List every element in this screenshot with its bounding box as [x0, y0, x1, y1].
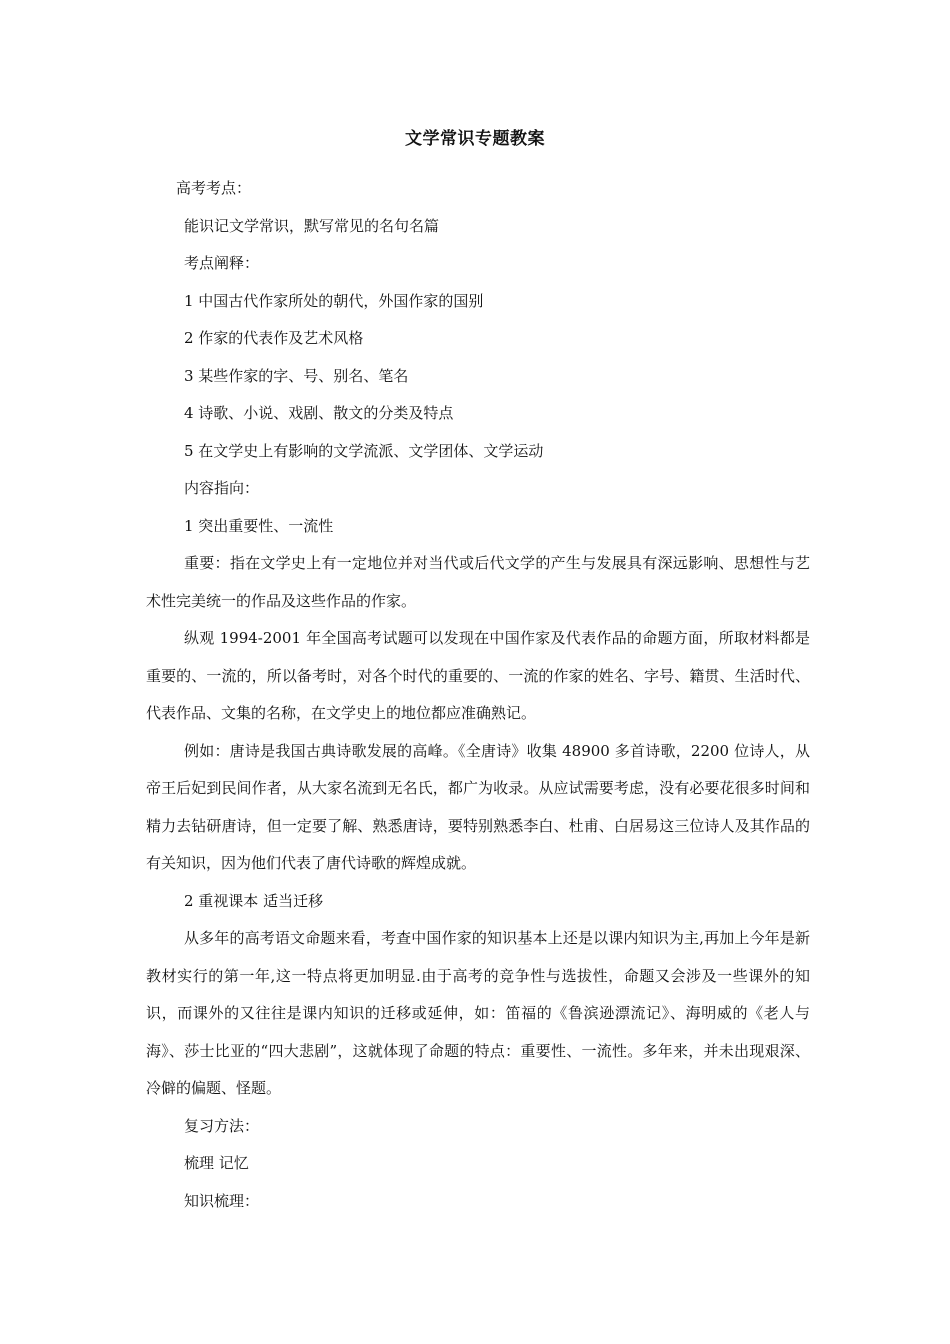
- paragraph-point-1: 1 中国古代作家所处的朝代，外国作家的国别: [184, 291, 484, 310]
- paragraph-point-4: 4 诗歌、小说、戏剧、散文的分类及特点: [184, 404, 454, 422]
- paragraph-exam-requirement: 能识记文学常识，默写常见的名句名篇: [184, 216, 440, 235]
- paragraph-point-3: 3 某些作家的字、号、别名、笔名: [184, 366, 409, 385]
- document-body: [146, 170, 810, 1220]
- paragraph-knowledge-heading: 知识梳理：: [184, 1191, 260, 1210]
- paragraph-exam-points-heading: 高考考点：: [176, 179, 252, 197]
- paragraph-explanation-heading: 考点阐释：: [184, 254, 260, 272]
- paragraph-importance: 重要：指在文学史上有一定地位并对当代或后代文学的产生与发展具有深远影响、思想性与艺术性完美统一的作品及这些作品的作家。: [146, 554, 810, 610]
- paragraph-section-1-heading: 1 突出重要性、一流性: [184, 516, 334, 535]
- paragraph-point-5: 5 在文学史上有影响的文学流派、文学团体、文学运动: [184, 441, 544, 460]
- paragraph-overview: 纵观 1994-2001 年全国高考试题可以发现在中国作家及代表作品的命题方面，所取材料都是重要的、一流的，所以备考时，对各个时代的重要的、一流的作家的姓名、字号、籍贯、生活时代、代表作品、文集的名称，在文学史上的地位都应准确熟记。: [146, 629, 810, 722]
- paragraph-content-heading: 内容指向：: [184, 479, 260, 497]
- paragraph-example: 例如：唐诗是我国古典诗歌发展的高峰。《全唐诗》收集 48900 多首诗歌，2200 位诗人，从帝王后妃到民间作者，从大家名流到无名氏，都广为收录。从应试需要考虑，没有必要花很多时间和精力去钻研唐诗，但一定要了解、熟悉唐诗，要特别熟悉李白、杜甫、白居易这三位诗人及其作品的有关知识，因为他们代表了唐代诗歌的辉煌成就。: [146, 741, 810, 872]
- paragraph-section-2-heading: 2 重视课本 适当迁移: [184, 891, 324, 910]
- paragraph-review-heading: 复习方法：: [184, 1116, 260, 1135]
- document-title: 文学常识专题教案: [405, 129, 545, 149]
- paragraph-point-2: 2 作家的代表作及艺术风格: [184, 329, 364, 347]
- paragraph-review-method: 梳理 记忆: [184, 1154, 249, 1172]
- paragraph-textbook: 从多年的高考语文命题来看，考查中国作家的知识基本上还是以课内知识为主,再加上今年是新教材实行的第一年,这一特点将更加明显.由于高考的竞争性与选拔性，命题又会涉及一些课外的知识，而课外的又往往是课内知识的迁移或延伸，如：笛福的《鲁滨逊漂流记》、海明威的《老人与海》、莎士比亚的“四大悲剧”，这就体现了命题的特点：重要性、一流性。多年来，并未出现艰深、冷僻的偏题、怪题。: [146, 929, 810, 1097]
